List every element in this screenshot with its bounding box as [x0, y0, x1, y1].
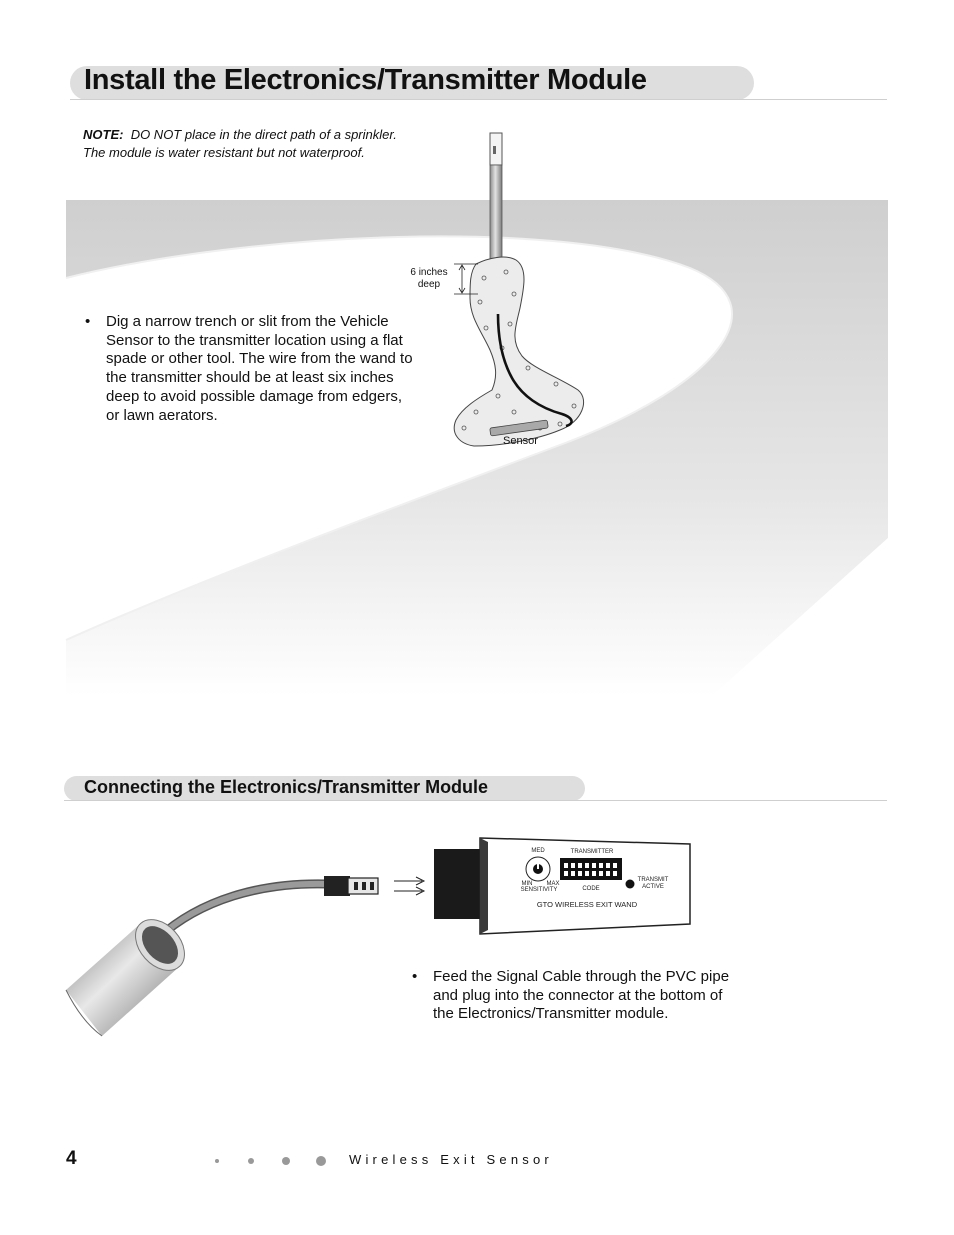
note-line-2: The module is water resistant but not waterproof. — [83, 145, 365, 160]
label-active: ACTIVE — [642, 884, 664, 890]
connect-line-3: the Electronics/Transmitter module. — [433, 1005, 669, 1023]
label-med: MED — [531, 848, 545, 854]
depth-label-line-1: 6 inches — [410, 267, 448, 278]
note-label: NOTE: — [83, 127, 124, 142]
label-transmitter: TRANSMITTER — [570, 849, 614, 855]
label-max: MAX — [546, 881, 560, 887]
sensor-label: Sensor — [503, 435, 538, 447]
footer-dot-4 — [316, 1156, 326, 1166]
footer-dot-1 — [215, 1159, 219, 1163]
install-text — [106, 313, 413, 425]
install-line-5: deep to avoid possible damage from edgers, — [106, 387, 403, 405]
label-transmit: TRANSMIT — [637, 877, 669, 883]
install-instruction — [85, 313, 445, 433]
depth-label-line-2: deep — [417, 279, 441, 290]
install-line-6: or lawn aerators. — [106, 406, 218, 424]
label-code: CODE — [582, 886, 600, 892]
cable-pipe-illustration — [60, 860, 440, 1040]
connect-line-2: and plug into the connector at the bottom of — [433, 986, 723, 1004]
page-number: 4 — [66, 1148, 77, 1169]
footer-dot-3 — [282, 1157, 290, 1165]
label-min: MIN — [521, 881, 533, 887]
dip-switch-bank — [560, 858, 622, 880]
connect-instruction — [412, 968, 762, 1028]
trench-diagram — [440, 128, 600, 458]
soil-trench — [454, 257, 583, 446]
transmit-led — [626, 880, 635, 889]
page-title: Install the Electronics/Transmitter Module — [84, 64, 647, 96]
install-line-3: spade or other tool. The wire from the wand to — [106, 350, 413, 368]
note-line-1: DO NOT place in the direct path of a sprinkler. — [130, 127, 397, 142]
module-brand: GTO WIRELESS EXIT WAND — [536, 900, 638, 909]
install-line-4: the transmitter should be at least six inches — [106, 369, 394, 387]
transmit-active-label — [635, 877, 671, 891]
section-rule — [64, 800, 887, 801]
bullet-dot: • — [85, 313, 91, 330]
label-sensitivity: SENSITIVITY — [520, 887, 558, 893]
install-line-1: Dig a narrow trench or slit from the Vehicle — [106, 313, 389, 330]
footer-dot-2 — [248, 1158, 254, 1164]
install-line-2: Sensor to the transmitter location using a flat — [106, 331, 403, 349]
connect-text — [433, 968, 729, 1024]
footer-title: Wireless Exit Sensor — [349, 1152, 553, 1167]
section-title: Connecting the Electronics/Transmitter Module — [84, 777, 489, 797]
cable-connector — [324, 876, 350, 896]
depth-label — [404, 267, 454, 291]
connect-line-1: Feed the Signal Cable through the PVC pipe — [433, 968, 730, 985]
bullet-dot: • — [412, 968, 418, 985]
